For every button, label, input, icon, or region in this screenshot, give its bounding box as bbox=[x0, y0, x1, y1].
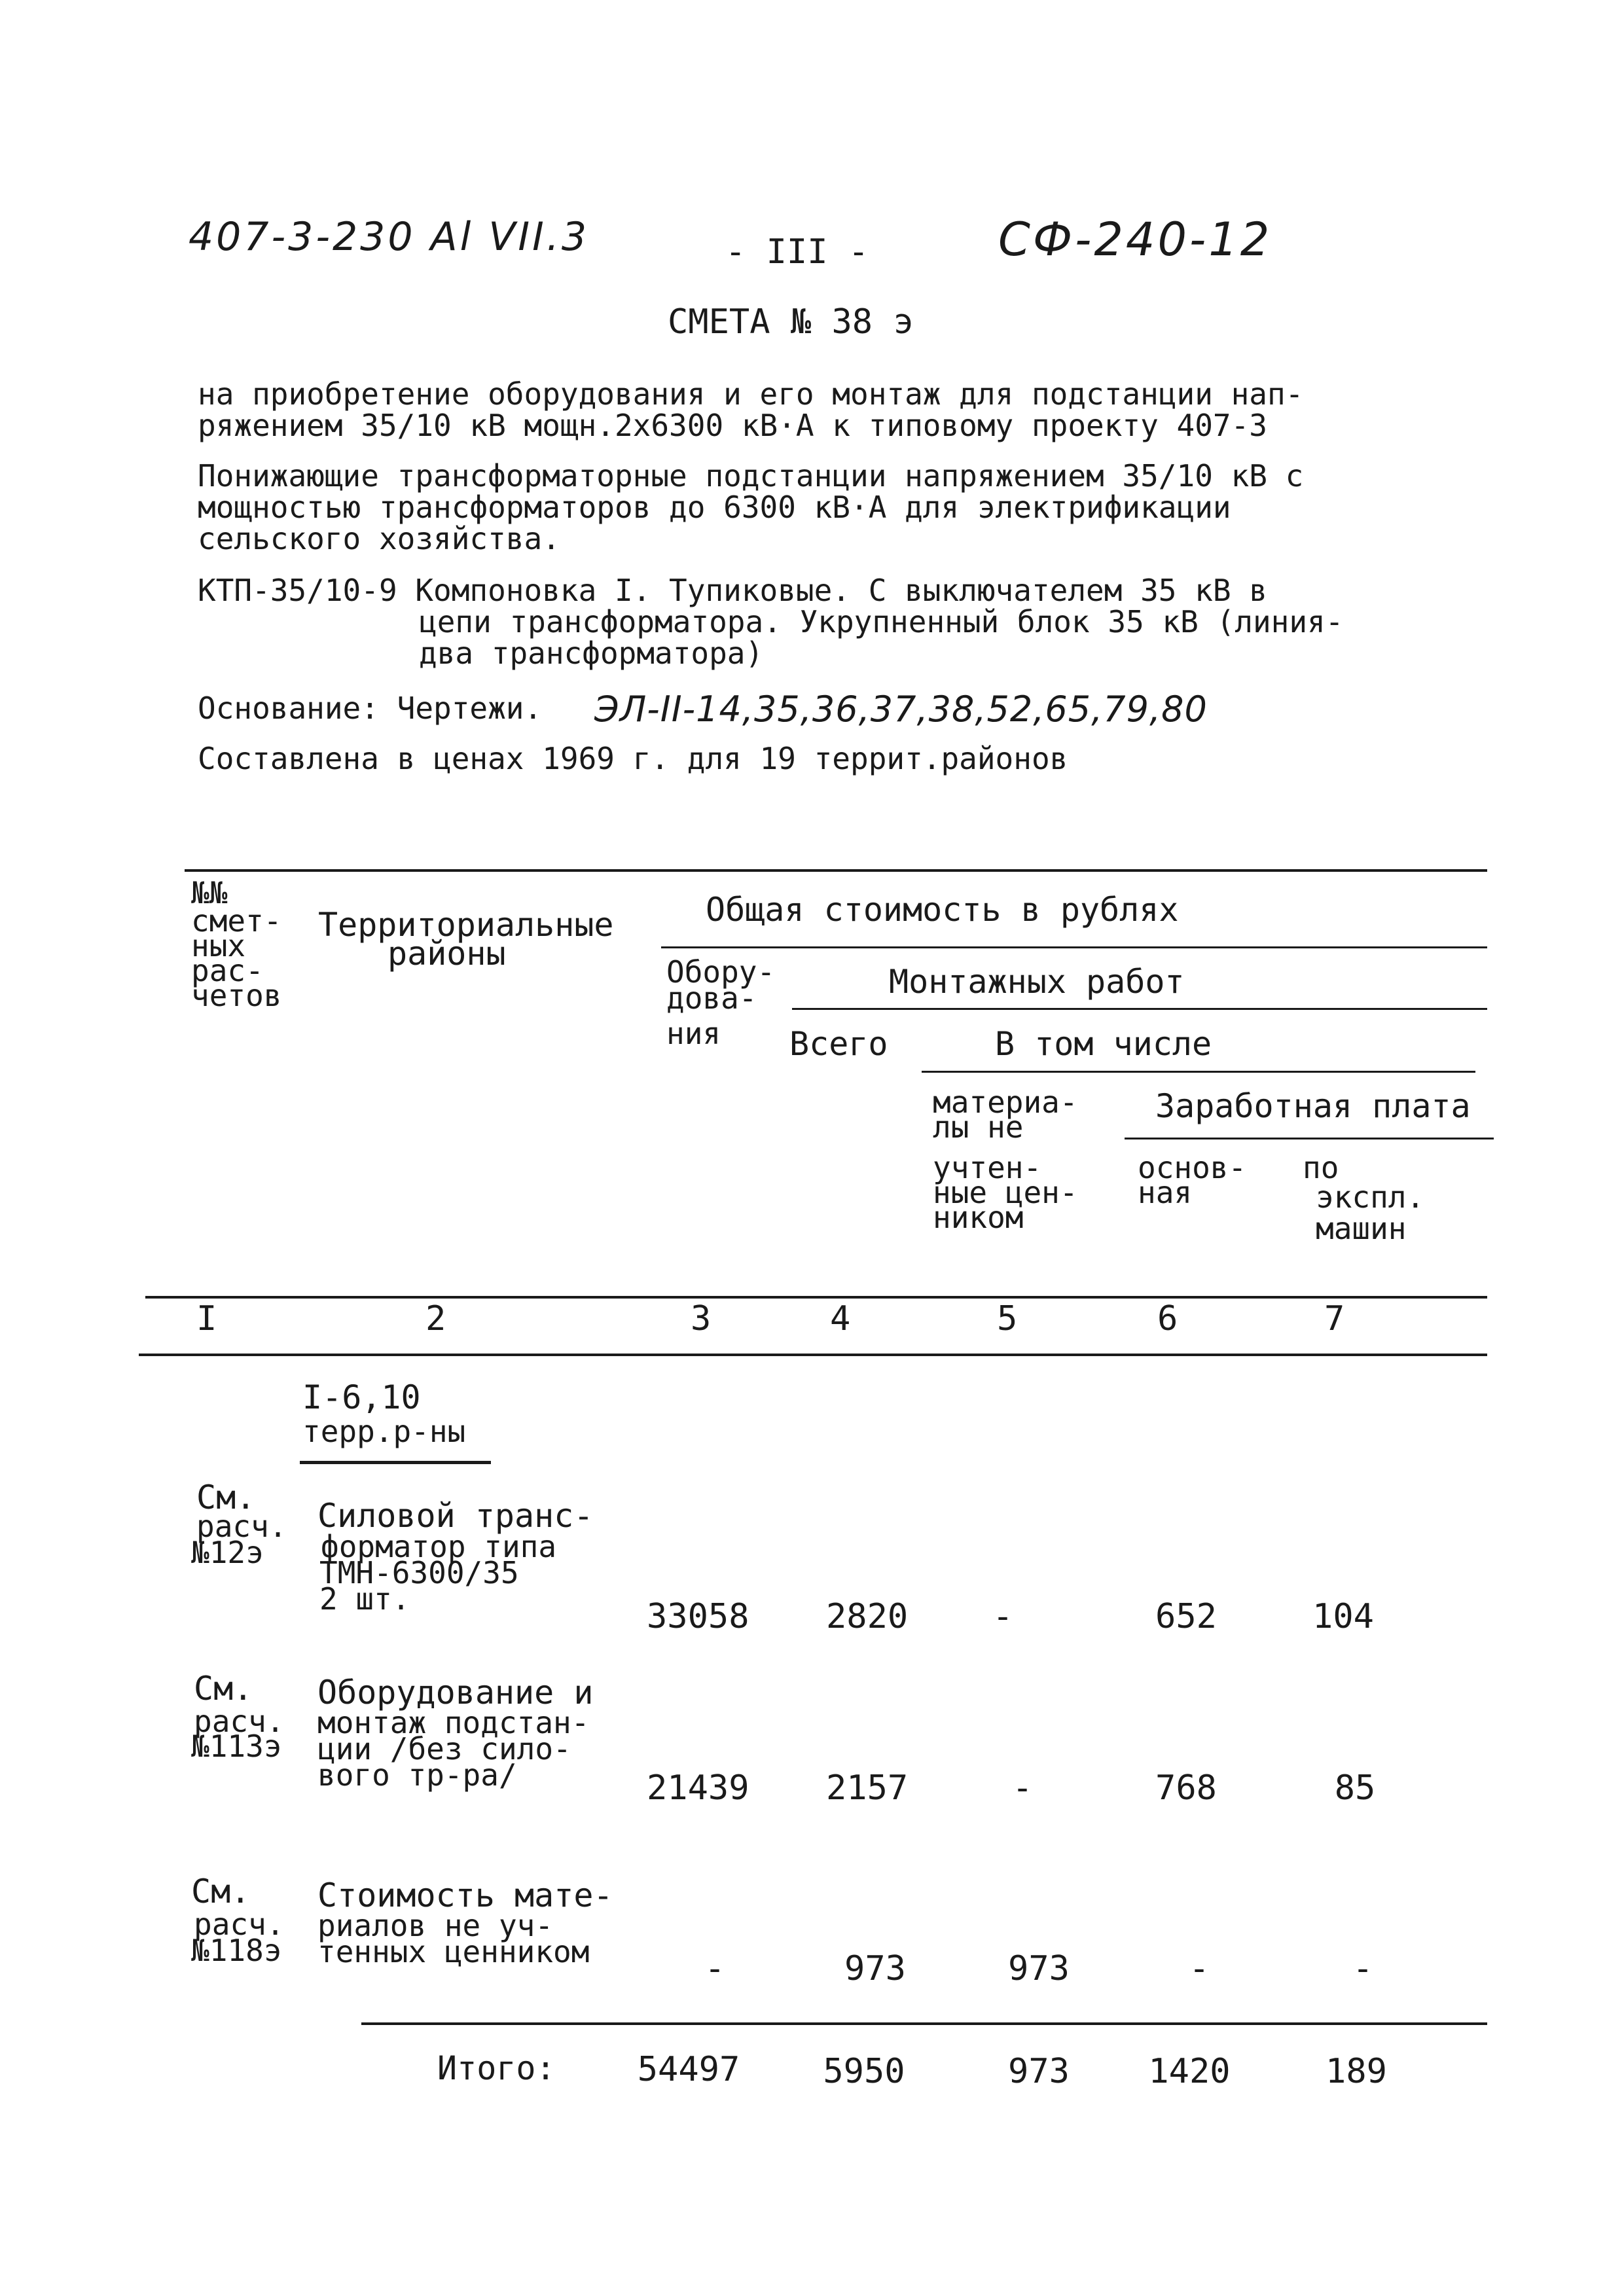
cell-equipment: - bbox=[704, 1949, 725, 1988]
totals-total: 5950 bbox=[823, 2052, 905, 2091]
ktp-line-1: КТП-35/10-9 Компоновка I. Тупиковые. С выключателем 35 кВ в bbox=[198, 573, 1267, 608]
cell-basic: 652 bbox=[1155, 1597, 1217, 1636]
cell-basic: - bbox=[1189, 1949, 1210, 1988]
ktp-line-2: цепи трансформатора. Укрупненный блок 35 кВ (линия- bbox=[419, 604, 1344, 639]
cell-total: 973 bbox=[844, 1949, 906, 1988]
total-cost-rule bbox=[661, 946, 1487, 948]
totals-basic: 1420 bbox=[1148, 2052, 1231, 2091]
totals-equipment: 54497 bbox=[637, 2050, 740, 2089]
prices-line: Составлена в ценах 1969 г. для 19 террит.районов bbox=[198, 741, 1068, 776]
cell-basic: 768 bbox=[1155, 1768, 1217, 1808]
cell-machines: - bbox=[1352, 1949, 1373, 1988]
purpose-line-2: ряжением 35/10 кВ мощн.2х6300 кВ·А к типовому проекту 407-3 bbox=[198, 408, 1267, 443]
cell-materials: - bbox=[992, 1597, 1013, 1636]
row-ref: См. bbox=[194, 1670, 253, 1708]
cell-machines: 85 bbox=[1334, 1768, 1376, 1808]
cell-total: 2157 bbox=[826, 1768, 909, 1808]
cell-equipment: 21439 bbox=[647, 1768, 749, 1808]
cell-machines: 104 bbox=[1312, 1597, 1374, 1636]
header-installation: Монтажных работ bbox=[889, 963, 1185, 1001]
cell-total: 2820 bbox=[826, 1597, 909, 1636]
colnum-bottom-rule bbox=[139, 1354, 1487, 1356]
cell-equipment: 33058 bbox=[647, 1597, 749, 1636]
table-top-rule bbox=[185, 869, 1487, 872]
basis-label: Основание: Чертежи. bbox=[198, 691, 543, 726]
description-line-2: мощностью трансформаторов до 6300 кВ·А для электрификации bbox=[198, 490, 1231, 525]
totals-machines: 189 bbox=[1326, 2052, 1387, 2091]
header-including: В том числе bbox=[995, 1025, 1212, 1063]
row-name: Силовой транс- bbox=[317, 1497, 594, 1535]
header-total-cost: Общая стоимость в рублях bbox=[706, 891, 1179, 929]
colnum-top-rule bbox=[145, 1296, 1487, 1299]
header-wages: Заработная плата bbox=[1155, 1087, 1471, 1125]
cell-materials: 973 bbox=[1008, 1949, 1070, 1988]
cell-materials: - bbox=[1012, 1768, 1033, 1808]
row-name: Оборудование и bbox=[317, 1674, 594, 1712]
row-ref: См. bbox=[196, 1479, 256, 1516]
header-total: Всего bbox=[789, 1025, 888, 1063]
region-group-underline bbox=[300, 1461, 491, 1464]
ktp-line-3: два трансформатора) bbox=[419, 636, 764, 671]
basis-drawings: ЭЛ-II-14,35,36,37,38,52,65,79,80 bbox=[594, 689, 1208, 730]
sheet-code: СФ-240-12 bbox=[998, 213, 1272, 266]
estimate-title: СМЕТА № 38 э bbox=[668, 302, 914, 342]
row-name: Стоимость мате- bbox=[317, 1876, 613, 1914]
purpose-line-1: на приобретение оборудования и его монтаж для подстанции нап- bbox=[198, 376, 1304, 412]
including-rule bbox=[922, 1071, 1475, 1073]
description-line-3: сельского хозяйства. bbox=[198, 521, 560, 556]
document-code: 407-3-230 Al VII.3 bbox=[189, 214, 590, 260]
page-number: - III - bbox=[725, 232, 869, 272]
wages-rule bbox=[1125, 1138, 1494, 1139]
row-ref: См. bbox=[191, 1873, 251, 1910]
totals-materials: 973 bbox=[1008, 2052, 1070, 2091]
totals-label: Итого: bbox=[437, 2049, 556, 2087]
installation-rule bbox=[792, 1008, 1487, 1010]
totals-rule bbox=[361, 2022, 1487, 2025]
description-line-1: Понижающие трансформаторные подстанции напряжением 35/10 кВ с bbox=[198, 458, 1304, 493]
